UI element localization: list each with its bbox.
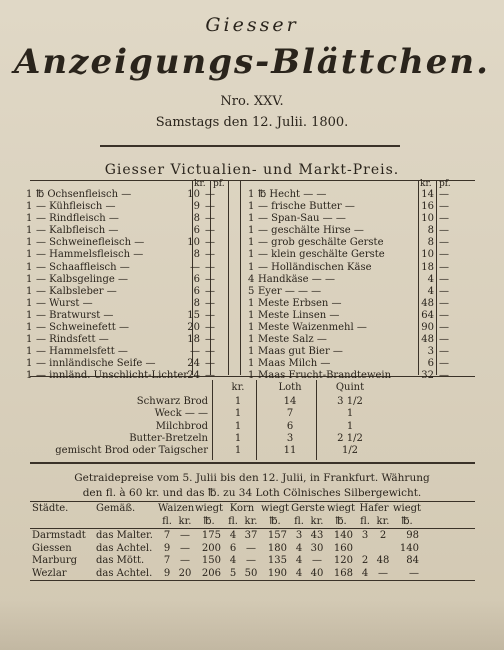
item-quantity: 1 — [26, 346, 33, 358]
market-list-left — [26, 189, 216, 383]
bread-quint: 2 1/2 — [337, 432, 363, 444]
item-price-pf: — — [205, 358, 215, 370]
barley-fl: 4 — [295, 567, 303, 579]
item-price-pf: — — [439, 285, 449, 297]
divider-rule — [100, 145, 400, 147]
grain-measure: das Malter. — [96, 530, 153, 541]
market-row — [26, 322, 216, 334]
item-price-kr: 15 — [187, 309, 200, 321]
barley-weight: 160 — [333, 542, 353, 554]
item-price-pf: — — [439, 261, 449, 273]
item-quantity: 1 — [26, 189, 33, 200]
oats-fl: 2 — [361, 555, 369, 566]
item-price-kr: 48 — [421, 334, 434, 346]
wheat-weight: 175 — [201, 530, 221, 541]
barley-kr: 40 — [310, 567, 324, 579]
grain-header-rule-2 — [30, 528, 475, 529]
market-section-title: Giesser Victualien- und Markt-Preis. — [104, 162, 400, 178]
bread-header-kr: kr. — [231, 382, 245, 393]
item-quantity: 1 — [26, 370, 33, 382]
corn-weight: 190 — [267, 567, 287, 579]
market-row — [248, 358, 450, 370]
item-price-kr: 3 — [427, 346, 434, 358]
bread-loth: 11 — [283, 445, 297, 457]
item-price-pf: — — [439, 309, 449, 321]
market-row — [248, 237, 450, 249]
grain-title-line2: den fl. à 60 kr. und das ℔. zu 34 Loth Cölnisches Silbergewicht. — [82, 487, 422, 499]
item-price-kr: 16 — [421, 201, 434, 213]
item-quantity: 1 — [26, 201, 33, 213]
item-quantity: 1 — [26, 237, 33, 249]
item-price-pf: — — [439, 225, 449, 237]
header-lb: ℔. — [401, 515, 413, 527]
item-price-kr: 8 — [193, 297, 200, 309]
grain-measure: das Achtel. — [96, 542, 153, 554]
market-row — [248, 249, 450, 261]
item-price-kr: — — [190, 261, 200, 273]
bread-row — [38, 433, 458, 445]
page-shadow — [0, 600, 504, 650]
bread-row — [38, 408, 458, 420]
item-price-kr: 10 — [187, 189, 200, 200]
item-price-pf: — — [205, 334, 215, 346]
item-name: Meste Salz — — [258, 334, 327, 346]
oats-fl: 3 — [361, 530, 369, 541]
item-price-pf: — — [439, 322, 449, 334]
bread-kr: 1 — [234, 420, 242, 432]
item-quantity: 1 — [248, 297, 255, 309]
item-price-pf: — — [439, 370, 449, 382]
header-corn: Korn — [229, 503, 255, 514]
bread-name: Butter-Bretzeln — [129, 432, 208, 444]
item-price-kr: 8 — [427, 225, 434, 237]
bread-quint: 1 — [346, 420, 354, 432]
market-row — [26, 274, 216, 286]
item-quantity: 1 — [248, 201, 255, 213]
item-price-pf: — — [205, 285, 215, 297]
market-row — [248, 286, 450, 298]
item-price-kr: 20 — [187, 322, 200, 334]
header-barley: Gerste — [291, 503, 325, 514]
item-price-pf: — — [439, 237, 449, 249]
item-price-pf: — — [439, 334, 449, 346]
header-kr: kr. — [420, 179, 432, 189]
bread-name: Milchbrod — [155, 420, 208, 432]
item-price-pf: — — [205, 237, 215, 249]
item-name: Meste Waizenmehl — — [258, 322, 367, 334]
item-price-pf: — — [205, 201, 215, 213]
market-row — [248, 346, 450, 358]
market-col-divider — [228, 180, 229, 375]
market-row — [26, 213, 216, 225]
wheat-kr: — — [180, 530, 190, 541]
masthead-title: Anzeigungs-Blättchen. — [14, 42, 490, 82]
item-price-pf: — — [205, 370, 215, 382]
item-name: — Rindfleisch — — [36, 213, 119, 225]
item-name: — geschälte Hirse — — [258, 225, 364, 237]
item-price-kr: 6 — [193, 285, 200, 297]
corn-kr: — — [246, 555, 256, 566]
grain-measure: das Mött. — [96, 555, 145, 566]
item-quantity: 5 — [248, 285, 255, 297]
item-quantity: 1 — [248, 249, 255, 261]
item-name: — Kalbfleisch — — [36, 225, 119, 237]
item-price-pf: — — [439, 358, 449, 370]
header-fl: fl. — [162, 515, 172, 527]
item-price-pf: — — [439, 213, 449, 225]
bread-loth: 7 — [286, 408, 294, 420]
item-price-pf: — — [439, 249, 449, 261]
item-price-kr: — — [190, 346, 200, 358]
item-quantity: 1 — [248, 261, 255, 273]
barley-fl: 4 — [295, 542, 303, 554]
item-price-pf: — — [439, 297, 449, 309]
header-weight: wiegt — [392, 503, 422, 514]
bread-quint: 3 1/2 — [337, 396, 363, 407]
grain-row — [32, 543, 482, 556]
wheat-kr: — — [180, 555, 190, 566]
item-quantity: 1 — [248, 225, 255, 237]
market-row — [248, 334, 450, 346]
item-quantity: 1 — [26, 334, 33, 346]
market-row — [26, 189, 216, 201]
header-kr: kr. — [178, 515, 192, 527]
wheat-fl: 9 — [163, 542, 171, 554]
item-name: Maas Milch — — [258, 358, 331, 370]
bread-header-loth: Loth — [278, 382, 302, 393]
item-name: Eyer — — — — [258, 285, 322, 297]
market-list-right — [248, 189, 450, 383]
oats-fl: 4 — [361, 567, 369, 579]
item-price-pf: — — [439, 346, 449, 358]
item-name: — Kalbsleber — — [36, 285, 117, 297]
item-price-kr: 14 — [421, 189, 434, 200]
item-price-pf: — — [439, 189, 449, 200]
header-fl: fl. — [228, 515, 238, 527]
item-name: ℔ Hecht — — — [258, 189, 327, 200]
header-measure: Gemäß. — [96, 503, 136, 514]
market-row — [248, 201, 450, 213]
item-price-pf: — — [205, 309, 215, 321]
grain-title — [0, 471, 504, 501]
item-name: Maas Frucht-Brandtewein — [258, 370, 392, 382]
header-kr: kr. — [194, 179, 206, 189]
market-row — [26, 225, 216, 237]
item-price-pf: — — [439, 201, 449, 213]
grain-city: Wezlar — [32, 567, 67, 579]
grain-header-rule — [30, 501, 475, 502]
item-name: — Rindsfett — — [36, 334, 109, 346]
item-price-kr: 4 — [427, 273, 434, 285]
bread-kr: 1 — [234, 396, 242, 407]
corn-weight: 180 — [267, 542, 287, 554]
market-row — [248, 189, 450, 201]
corn-kr: 37 — [244, 530, 258, 541]
item-price-kr: 8 — [427, 237, 434, 249]
item-price-kr: 6 — [427, 358, 434, 370]
item-quantity: 1 — [248, 237, 255, 249]
wheat-weight: 200 — [201, 542, 221, 554]
item-price-pf: — — [205, 297, 215, 309]
market-row — [26, 249, 216, 261]
corn-fl: 5 — [229, 567, 237, 579]
market-row — [26, 358, 216, 370]
bread-row — [38, 421, 458, 433]
wheat-kr: 20 — [178, 567, 192, 579]
bread-kr: 1 — [234, 445, 242, 457]
grain-city: Giessen — [32, 542, 72, 554]
header-lb: ℔. — [203, 515, 215, 527]
item-name: — klein geschälte Gerste — [258, 249, 385, 261]
item-price-pf: — — [205, 213, 215, 225]
market-row — [248, 310, 450, 322]
bread-kr: 1 — [234, 408, 242, 420]
header-fl: fl. — [294, 515, 304, 527]
market-row — [248, 322, 450, 334]
item-name: — innländ. Unschlicht-Lichter — [36, 370, 189, 382]
market-row — [26, 346, 216, 358]
wheat-fl: 7 — [163, 530, 171, 541]
item-quantity: 1 — [248, 370, 255, 382]
item-quantity: 1 — [26, 322, 33, 334]
header-lb: ℔. — [269, 515, 281, 527]
item-price-kr: 10 — [187, 237, 200, 249]
item-price-pf: — — [205, 346, 215, 358]
header-wheat: Waizen — [158, 503, 195, 514]
wheat-weight: 206 — [201, 567, 221, 579]
oats-kr: — — [378, 567, 388, 579]
item-price-pf: — — [205, 273, 215, 285]
issue-date: Samstags den 12. Julii. 1800. — [155, 115, 349, 130]
grain-bottom-rule — [30, 580, 475, 581]
item-price-kr: 64 — [421, 309, 434, 321]
barley-kr: 30 — [310, 542, 324, 554]
barley-fl: 4 — [295, 555, 303, 566]
item-price-kr: 10 — [421, 213, 434, 225]
item-name: — Span-Sau — — — [258, 213, 346, 225]
item-name: — Bratwurst — — [36, 309, 114, 321]
corn-fl: 4 — [229, 530, 237, 541]
market-row — [248, 370, 450, 382]
header-weight: wiegt — [326, 503, 356, 514]
item-price-pf: — — [205, 189, 215, 200]
item-price-pf: — — [439, 273, 449, 285]
header-pf: pf. — [213, 179, 225, 189]
header-weight: wiegt — [260, 503, 290, 514]
oats-weight: 140 — [399, 542, 419, 554]
grain-title-line1: Getraidepreise vom 5. Julii bis den 12. Julii, in Frankfurt. Währung — [74, 472, 430, 484]
header-oats: Hafer — [359, 503, 389, 514]
item-quantity: 1 — [248, 322, 255, 334]
wheat-fl: 9 — [163, 567, 171, 579]
item-quantity: 1 — [248, 346, 255, 358]
item-name: Meste Erbsen — — [258, 297, 342, 309]
market-col-divider — [240, 180, 241, 375]
grain-city: Darmstadt — [32, 530, 86, 541]
masthead-subtitle: Giesser — [205, 14, 299, 36]
bread-name: gemischt Brod oder Taigscher — [55, 445, 208, 457]
grain-row — [32, 568, 482, 581]
market-row — [248, 298, 450, 310]
market-row — [26, 298, 216, 310]
wheat-fl: 7 — [163, 555, 171, 566]
corn-weight: 157 — [267, 530, 287, 541]
item-quantity: 1 — [26, 225, 33, 237]
bread-quint: 1/2 — [341, 445, 359, 457]
item-quantity: 1 — [26, 213, 33, 225]
oats-weight: 84 — [406, 555, 419, 566]
header-weight: wiegt — [194, 503, 224, 514]
oats-kr: 2 — [379, 530, 387, 541]
item-price-kr: 4 — [427, 285, 434, 297]
item-quantity: 1 — [26, 297, 33, 309]
item-price-kr: 10 — [421, 249, 434, 261]
item-name: — Holländischen Käse — [258, 261, 372, 273]
item-price-pf: — — [205, 249, 215, 261]
grain-city: Marburg — [32, 555, 78, 566]
item-name: — Wurst — — [36, 297, 93, 309]
item-price-pf: — — [205, 225, 215, 237]
corn-kr: 50 — [244, 567, 258, 579]
item-quantity: 1 — [26, 249, 33, 261]
item-quantity: 1 — [248, 334, 255, 346]
market-row — [248, 274, 450, 286]
oats-weight: 98 — [406, 530, 419, 541]
market-row — [26, 262, 216, 274]
item-quantity: 4 — [248, 273, 255, 285]
item-price-kr: 90 — [421, 322, 434, 334]
item-name: — Hammelsfleisch — — [36, 249, 144, 261]
item-name: — Schaaffleisch — — [36, 261, 130, 273]
bread-row — [38, 396, 458, 408]
issue-number: Nro. XXV. — [220, 94, 284, 109]
item-price-kr: 8 — [193, 213, 200, 225]
item-name: — innländische Seife — — [36, 358, 156, 370]
market-row — [26, 334, 216, 346]
item-price-kr: 18 — [187, 334, 200, 346]
item-price-kr: 48 — [421, 297, 434, 309]
item-quantity: 1 — [26, 273, 33, 285]
barley-weight: 168 — [333, 567, 353, 579]
oats-fl — [356, 543, 374, 556]
corn-fl: 4 — [229, 555, 237, 566]
header-city: Städte. — [32, 503, 69, 514]
item-name: — frische Butter — — [258, 201, 355, 213]
header-kr: kr. — [376, 515, 390, 527]
item-quantity: 1 — [248, 189, 255, 200]
oats-kr — [374, 543, 392, 556]
oats-kr: 48 — [376, 555, 390, 566]
bread-kr: 1 — [234, 432, 242, 444]
barley-weight: 140 — [333, 530, 353, 541]
item-name: — Schweinefett — — [36, 322, 129, 334]
item-quantity: 1 — [26, 261, 33, 273]
bread-header-quint: Quint — [335, 382, 365, 393]
corn-kr: — — [246, 542, 256, 554]
bread-name: Schwarz Brod — [136, 396, 208, 407]
item-quantity: 1 — [26, 309, 33, 321]
corn-weight: 135 — [267, 555, 287, 566]
bread-loth: 6 — [286, 420, 294, 432]
market-row — [26, 286, 216, 298]
bread-loth: 14 — [283, 396, 297, 407]
item-price-pf: — — [205, 322, 215, 334]
item-name: Maas gut Bier — — [258, 346, 343, 358]
item-name: — Kalbsgelinge — — [36, 273, 128, 285]
item-name: — grob geschälte Gerste — [258, 237, 384, 249]
item-name: — Hammelsfett — — [36, 346, 128, 358]
item-price-pf: — — [205, 261, 215, 273]
oats-weight: — — [409, 567, 419, 579]
grain-header-row1 — [32, 503, 482, 528]
bread-name: Weck — — — [154, 408, 208, 420]
wheat-kr: — — [180, 542, 190, 554]
market-row — [248, 213, 450, 225]
corn-fl: 6 — [229, 542, 237, 554]
market-row — [248, 262, 450, 274]
barley-weight: 120 — [333, 555, 353, 566]
item-price-kr: 8 — [193, 249, 200, 261]
header-lb: ℔. — [335, 515, 347, 527]
bread-header — [38, 382, 458, 394]
grain-row — [32, 555, 482, 568]
item-name: ℔ Ochsenfleisch — — [36, 189, 132, 200]
header-kr: kr. — [310, 515, 324, 527]
market-row — [26, 310, 216, 322]
market-row — [26, 237, 216, 249]
item-name: — Schweinefleisch — — [36, 237, 145, 249]
bread-table — [38, 396, 458, 457]
barley-fl: 3 — [295, 530, 303, 541]
header-fl: fl. — [360, 515, 370, 527]
item-name: Meste Linsen — — [258, 309, 340, 321]
grain-table — [32, 530, 482, 580]
item-price-kr: 6 — [193, 273, 200, 285]
bread-row — [38, 445, 458, 457]
grain-measure: das Achtel. — [96, 567, 153, 579]
item-price-kr: 9 — [193, 201, 200, 213]
item-quantity: 1 — [248, 213, 255, 225]
header-pf: pf. — [439, 179, 451, 189]
bread-quint: 1 — [346, 408, 354, 420]
item-quantity: 1 — [26, 285, 33, 297]
item-quantity: 1 — [26, 358, 33, 370]
grain-row — [32, 530, 482, 543]
bread-loth: 3 — [286, 432, 294, 444]
item-price-kr: 24 — [187, 358, 200, 370]
item-price-kr: 24 — [187, 370, 200, 382]
item-price-kr: 18 — [421, 261, 434, 273]
item-price-kr: 32 — [421, 370, 434, 382]
item-quantity: 1 — [248, 309, 255, 321]
item-name: Handkäse — — — [258, 273, 335, 285]
item-price-kr: 6 — [193, 225, 200, 237]
barley-kr: 43 — [310, 530, 324, 541]
barley-kr: — — [312, 555, 322, 566]
market-row — [26, 370, 216, 382]
item-quantity: 1 — [248, 358, 255, 370]
header-kr: kr. — [244, 515, 258, 527]
wheat-weight: 150 — [201, 555, 221, 566]
market-row — [248, 225, 450, 237]
grain-top-rule — [30, 462, 475, 464]
item-name: — Kühfleisch — — [36, 201, 116, 213]
market-top-rule — [30, 180, 475, 181]
market-row — [26, 201, 216, 213]
